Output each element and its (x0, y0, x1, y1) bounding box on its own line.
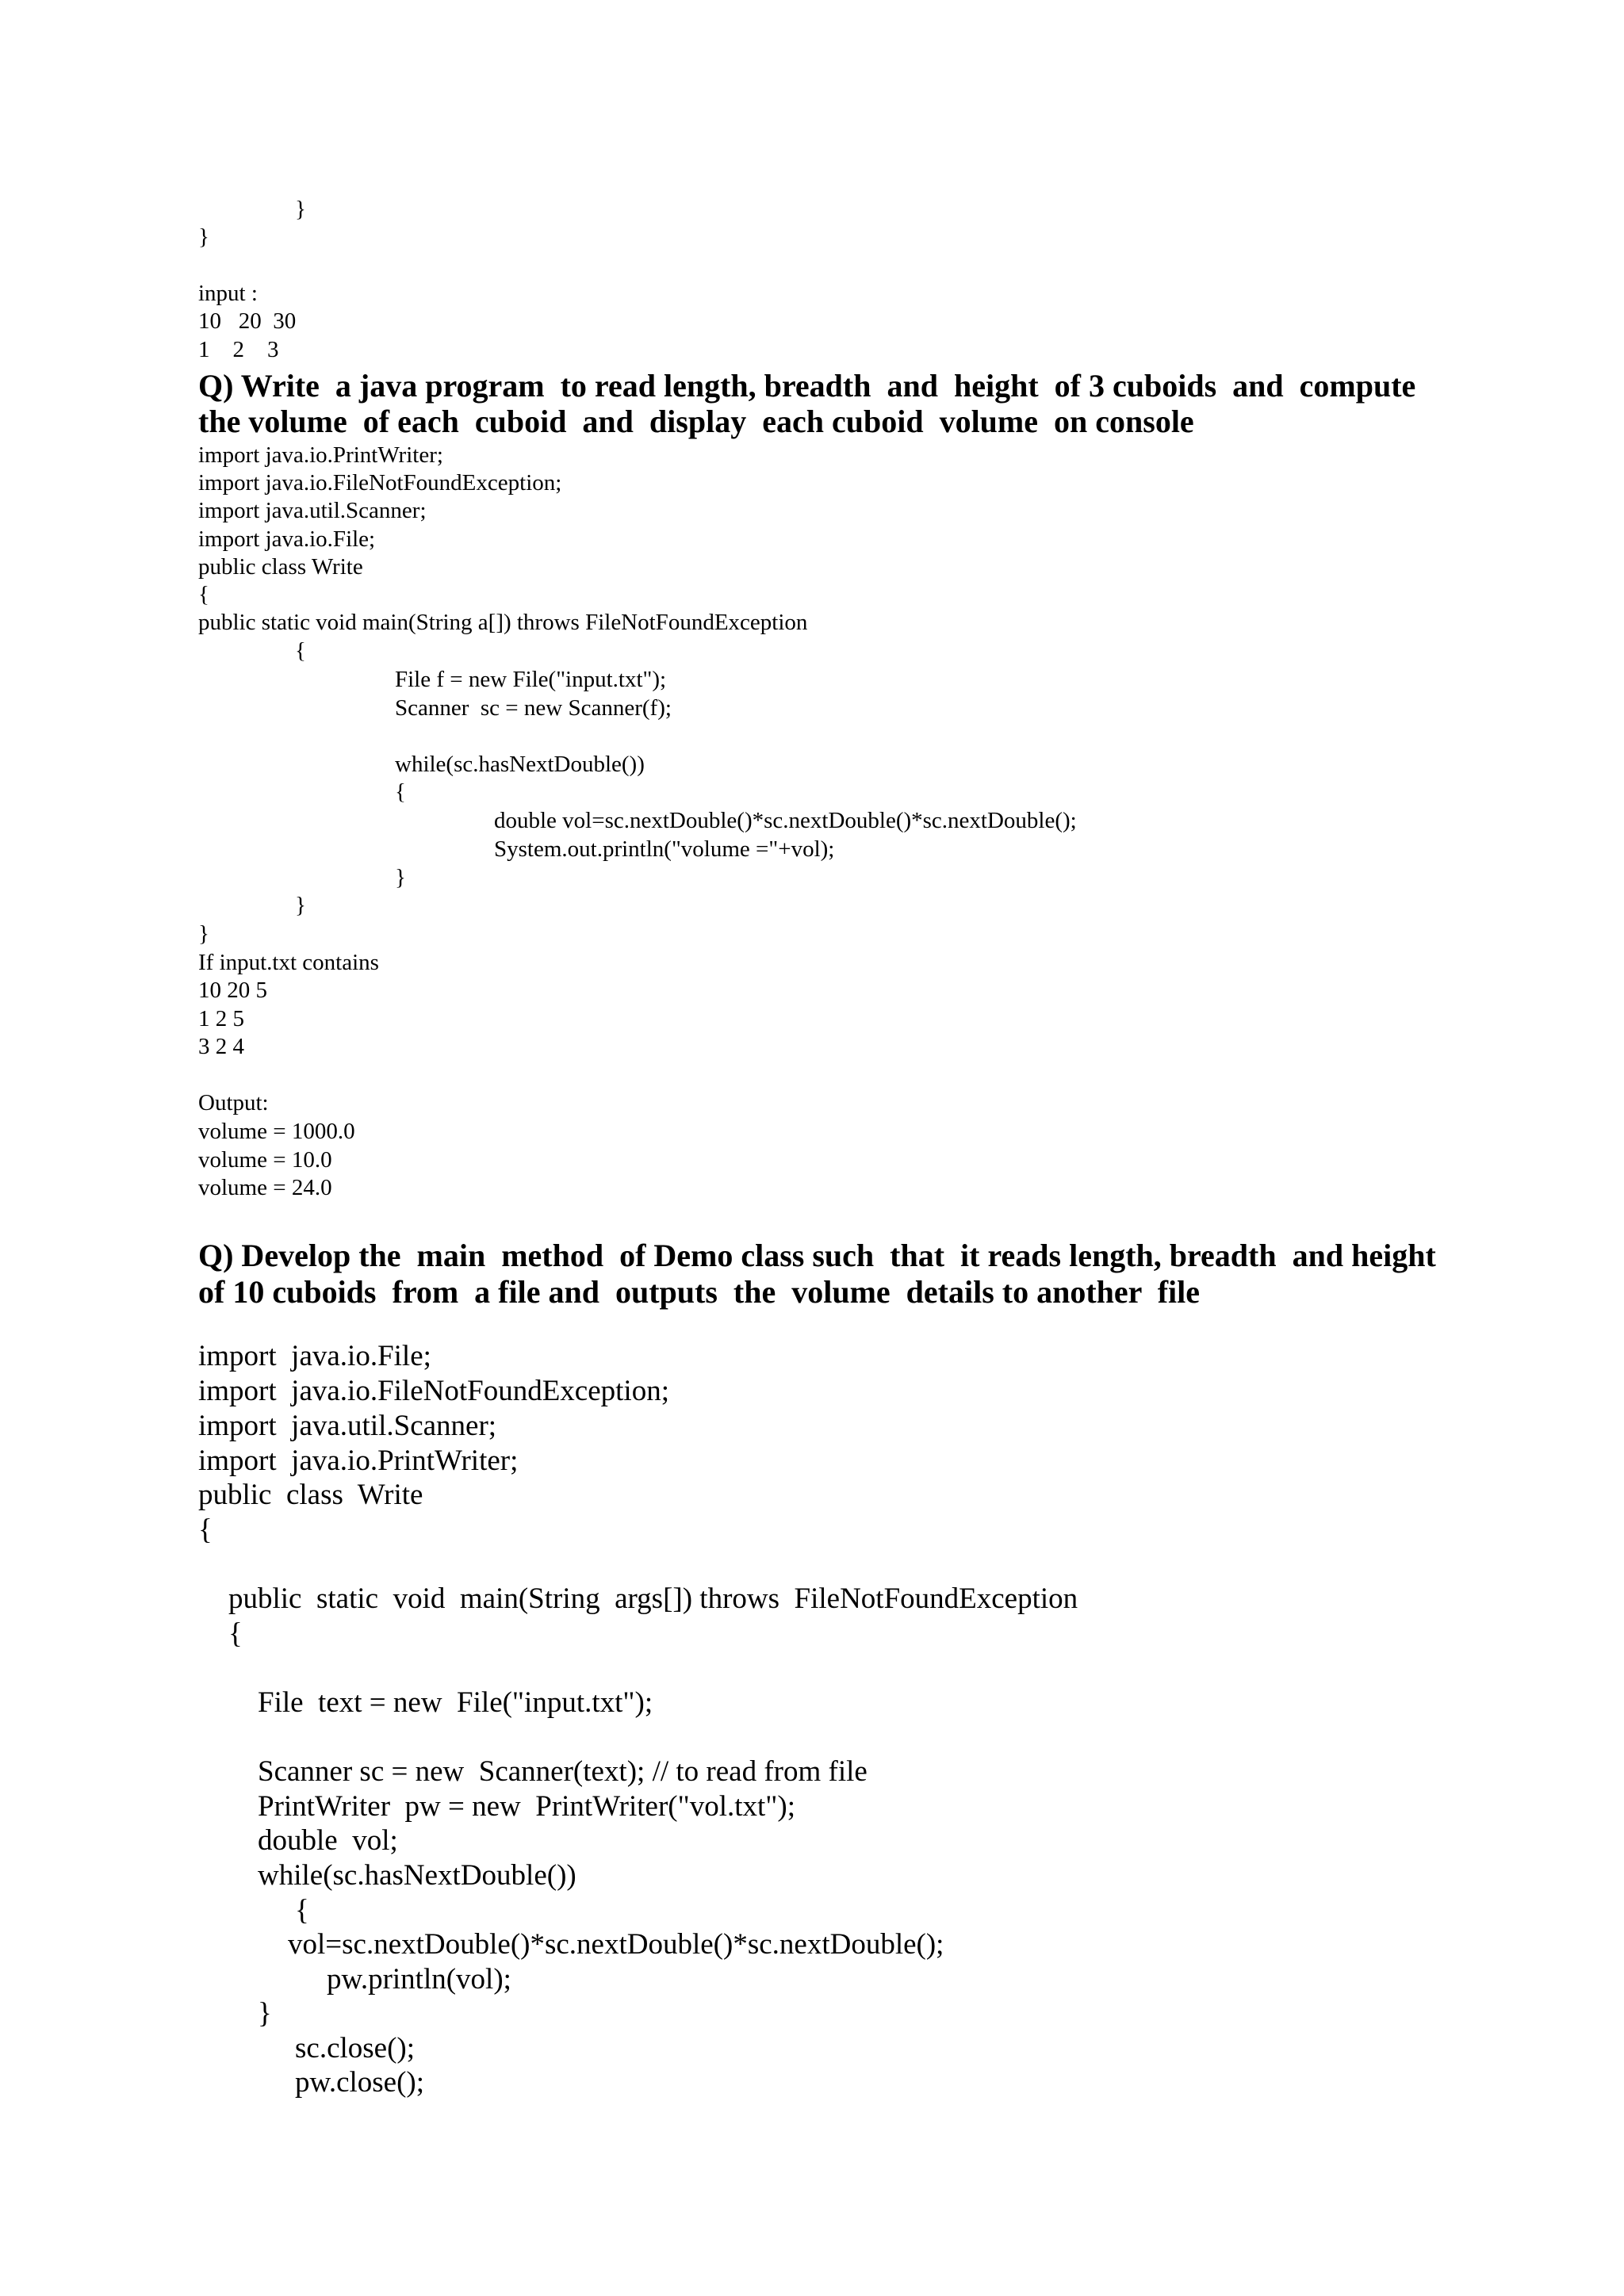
code-line: import java.io.FileNotFoundException; (198, 470, 562, 496)
output-line: volume = 1000.0 (198, 1119, 355, 1144)
code-line: public static void main(String args[]) throws FileNotFoundException (228, 1582, 1078, 1615)
code-line: Scanner sc = new Scanner(f); (395, 695, 672, 721)
code-line: import java.io.PrintWriter; (198, 1445, 519, 1477)
code-line: import java.util.Scanner; (198, 1410, 497, 1442)
code-line: double vol=sc.nextDouble()*sc.nextDouble()*sc.nextDouble(); (494, 808, 1077, 833)
code-line: PrintWriter pw = new PrintWriter("vol.txt"); (258, 1790, 795, 1823)
code-line: while(sc.hasNextDouble()) (258, 1859, 576, 1892)
code-line: public static void main(String a[]) throws FileNotFoundException (198, 610, 808, 635)
code-line: { (295, 638, 306, 664)
code-line: import java.io.File; (198, 526, 376, 552)
code-line: pw.close(); (295, 2066, 425, 2099)
code-line: { (198, 582, 209, 607)
code-line: } (198, 224, 209, 250)
question-heading: Q) Write a java program to read length, breadth and height of 3 cuboids and compute (198, 368, 1416, 404)
question-heading: of 10 cuboids from a file and outputs the volume details to another file (198, 1274, 1200, 1310)
code-line: pw.println(vol); (327, 1963, 511, 1996)
code-line: } (295, 197, 306, 222)
code-line: import java.io.FileNotFoundException; (198, 1375, 669, 1407)
code-line: Scanner sc = new Scanner(text); // to read from file (258, 1755, 868, 1788)
question-heading: the volume of each cuboid and display each cuboid volume on console (198, 404, 1194, 439)
code-line: while(sc.hasNextDouble()) (395, 752, 645, 777)
question-heading: Q) Develop the main method of Demo class such that it reads length, breadth and height (198, 1238, 1436, 1273)
output-line: volume = 10.0 (198, 1147, 332, 1173)
code-line: } (295, 893, 306, 918)
input-values: 3 2 4 (198, 1034, 244, 1059)
code-line: } (258, 1997, 272, 2030)
code-line: File f = new File("input.txt"); (395, 667, 667, 692)
input-values: 10 20 5 (198, 978, 267, 1003)
code-line: public class Write (198, 554, 363, 580)
code-line: import java.io.PrintWriter; (198, 442, 443, 468)
code-line: double vol; (258, 1824, 398, 1857)
code-line: import java.io.File; (198, 1340, 431, 1372)
code-line: { (198, 1513, 213, 1546)
code-line: { (295, 1894, 309, 1927)
code-line: System.out.println("volume ="+vol); (494, 836, 835, 862)
code-line: import java.util.Scanner; (198, 498, 427, 523)
code-line: sc.close(); (295, 2032, 416, 2064)
code-line: } (395, 865, 406, 890)
code-line: } (198, 921, 209, 947)
code-line: { (228, 1617, 243, 1650)
input-label: If input.txt contains (198, 950, 379, 975)
code-line: { (395, 779, 406, 805)
output-label: Output: (198, 1090, 269, 1115)
code-line: File text = new File("input.txt"); (258, 1686, 653, 1719)
output-line: volume = 24.0 (198, 1175, 332, 1200)
input-values: 1 2 5 (198, 1006, 244, 1031)
input-values: 1 2 3 (198, 337, 279, 362)
input-label: input : (198, 281, 258, 306)
code-line: vol=sc.nextDouble()*sc.nextDouble()*sc.nextDouble(); (288, 1928, 944, 1961)
code-line: public class Write (198, 1479, 423, 1511)
input-values: 10 20 30 (198, 308, 297, 334)
